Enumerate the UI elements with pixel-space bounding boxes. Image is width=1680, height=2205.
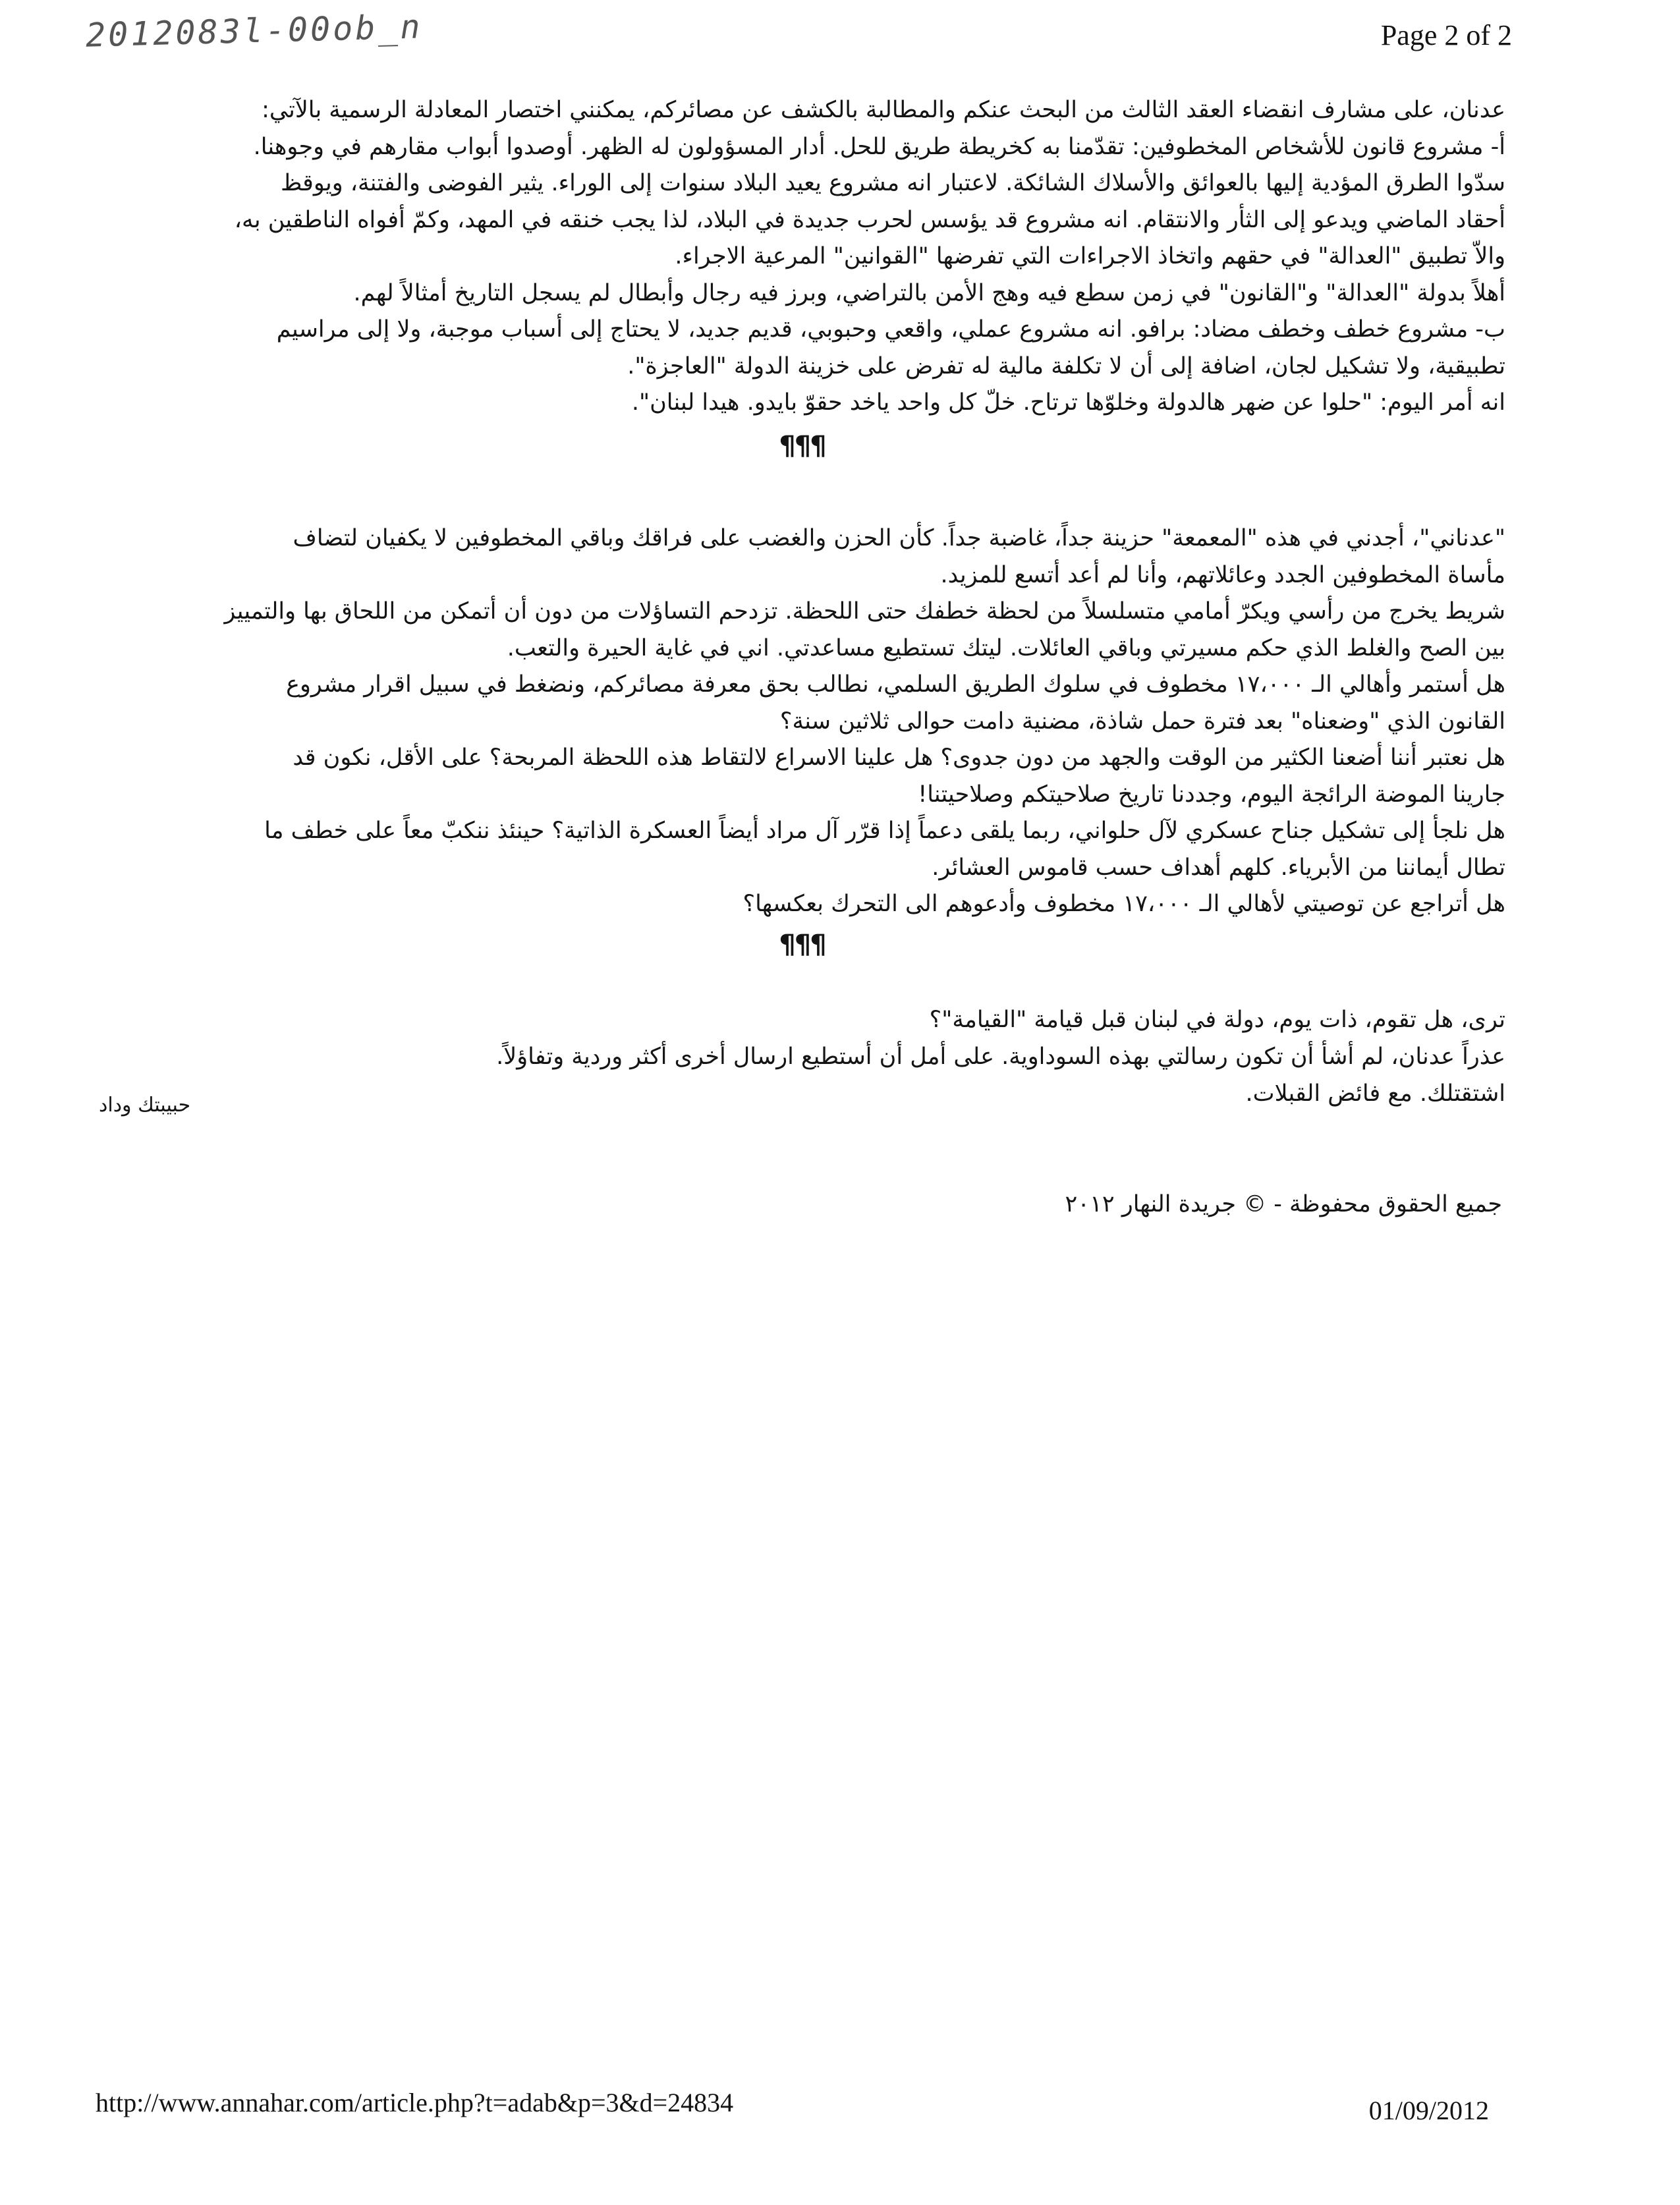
paragraph-line: ب- مشروع خطف وخطف مضاد: برافو. انه مشروع عملي، واقعي وحبوبي، قديم جديد، لا يحتاج إلى أسباب موجبة، ولا إلى مراسيم xyxy=(276,316,1505,343)
paragraph-line: "عدناني"، أجدني في هذه "المعمعة" حزينة جداً، غاضبة جداً. كأن الحزن والغضب على فراقك وباقي المخطوفين لا يكفيان لتضاف xyxy=(293,525,1505,551)
paragraph-line: تطبيقية، ولا تشكيل لجان، اضافة إلى أن لا تكلفة مالية له تفرض على خزينة الدولة "العاجزة". xyxy=(627,352,1505,379)
paragraph-line: سدّوا الطرق المؤدية إليها بالعوائق والأسلاك الشائكة. لاعتبار انه مشروع يعيد البلاد سنوات إلى الوراء. يثير الفوضى والفتنة، ويوقظ xyxy=(280,170,1505,196)
paragraph-line: والاّ تطبيق "العدالة" في حقهم واتخاذ الاجراءات التي تفرضها "القوانين" المرعية الاجراء. xyxy=(675,243,1505,269)
article-section-3 xyxy=(99,1001,1505,1112)
paragraph-line: هل نلجأ إلى تشكيل جناح عسكري لآل حلواني، ربما يلقى دعماً إذا قرّر آل مراد أيضاً العسكرة الذاتية؟ حينئذ ننكبّ معاً على خطف ما xyxy=(264,818,1505,844)
paragraph-line: أحقاد الماضي ويدعو إلى الثأر والانتقام. انه مشروع قد يؤسس لحرب جديدة في البلاد، لذا يجب خنقه في المهد، وكمّ أفواه الناطقين به، xyxy=(234,206,1505,233)
paragraph-line: بين الصح والغلط الذي حكم مسيرتي وباقي العائلات. ليتك تستطيع مساعدتي. اني في غاية الحيرة والتعب. xyxy=(507,634,1505,661)
paragraph-line: عدنان، على مشارف انقضاء العقد الثالث من البحث عنكم والمطالبة بالكشف عن مصائركم، يمكنني اختصار المعادلة الرسمية بالآتي: xyxy=(262,97,1505,123)
paragraph-line: أ- مشروع قانون للأشخاص المخطوفين: تقدّمنا به كخريطة طريق للحل. أدار المسؤولون له الظهر. أوصدوا أبواب مقارهم في وجوهنا. xyxy=(253,133,1505,160)
paragraph-line: جارينا الموضة الرائجة اليوم، وجددنا تاريخ صلاحيتكم وصلاحيتنا! xyxy=(918,781,1505,808)
paragraph-line: القانون الذي "وضعناه" بعد فترة حمل شاذة، مضنية دامت حوالى ثلاثين سنة؟ xyxy=(779,708,1505,735)
article-section-2 xyxy=(99,520,1505,963)
paragraph-line: شريط يخرج من رأسي ويكرّ أمامي متسلسلاً من لحظة خطفك حتى اللحظة. تزدحم التساؤلات من دون أن أتمكن من اللحاق بها والتمييز xyxy=(224,598,1505,625)
handwritten-archive-code: 2012083l-00ob_n xyxy=(85,7,424,55)
section-separator: ¶¶¶ xyxy=(779,430,826,461)
paragraph-line: هل نعتبر أننا أضعنا الكثير من الوقت والجهد من دون جدوى؟ هل علينا الاسراع لالتقاط هذه اللحظة المربحة؟ على الأقل، نكون قد xyxy=(293,744,1505,771)
paragraph-line: هل أستمر وأهالي الـ ١٧،٠٠٠ مخطوف في سلوك الطريق السلمي، نطالب بحق معرفة مصائركم، ونضغط في سبيل اقرار مشروع xyxy=(286,671,1505,698)
paragraph-line: عذراً عدنان، لم أشأ أن تكون رسالتي بهذه السوداوية. على أمل أن أستطيع ارسال أخرى أكثر وردية وتفاؤلاً. xyxy=(496,1044,1505,1070)
paragraph-line: اشتقتلك. مع فائض القبلات. xyxy=(1245,1080,1505,1107)
copyright-notice: جميع الحقوق محفوظة - © جريدة النهار ٢٠١٢ xyxy=(1065,1191,1502,1217)
paragraph-line: أهلاً بدولة "العدالة" و"القانون" في زمن سطع فيه وهج الأمن بالتراضي، وبرز فيه رجال وأبطال لم يسجل التاريخ أمثالاً لهم. xyxy=(353,279,1505,306)
paragraph-line: مأساة المخطوفين الجدد وعائلاتهم، وأنا لم أعد أتسع للمزيد. xyxy=(940,561,1505,588)
source-url[interactable]: http://www.annahar.com/article.php?t=adab&p=3&d=24834 xyxy=(96,2088,734,2117)
article-section-1 xyxy=(99,92,1505,464)
paragraph-line: هل أتراجع عن توصيتي لأهالي الـ ١٧،٠٠٠ مخطوف وأدعوهم الى التحرك بعكسها؟ xyxy=(742,891,1505,917)
paragraph-line: تطال أيماننا من الأبرياء. كلهم أهداف حسب قاموس العشائر. xyxy=(932,854,1505,881)
paragraph-line: انه أمر اليوم: "حلوا عن ضهر هالدولة وخلوّها ترتاح. خلّ كل واحد ياخد حقوّ بايدو. هيدا لبنان". xyxy=(631,389,1505,416)
print-date: 01/09/2012 xyxy=(1368,2096,1489,2125)
paragraph-line: ترى، هل تقوم، ذات يوم، دولة في لبنان قبل قيامة "القيامة"؟ xyxy=(929,1007,1505,1033)
signature: حبيبتك وداد xyxy=(99,1094,191,1117)
section-separator: ¶¶¶ xyxy=(779,929,826,960)
page-number-label: Page 2 of 2 xyxy=(1380,19,1512,51)
